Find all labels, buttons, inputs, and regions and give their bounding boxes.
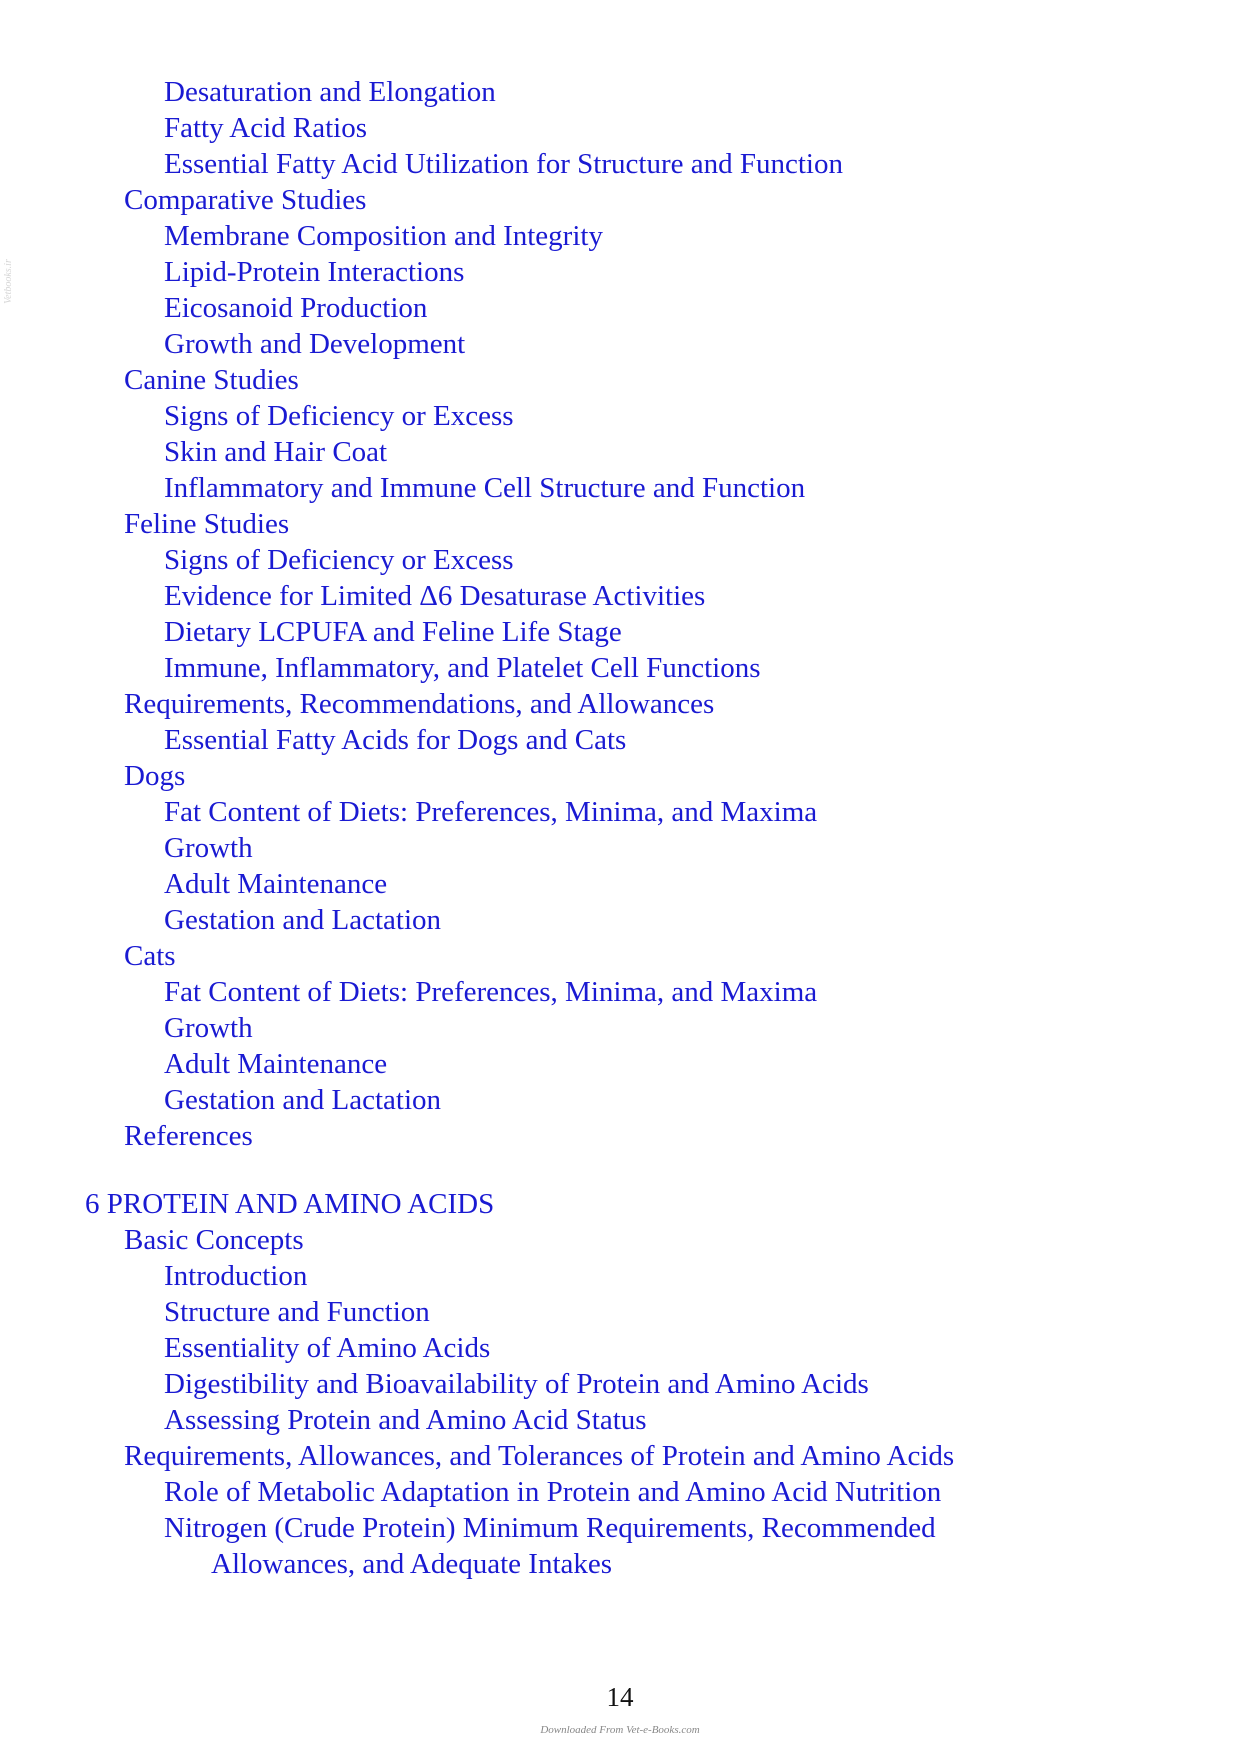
toc-entry-continuation[interactable]: Allowances, and Adequate Intakes [211, 1548, 613, 1580]
toc-entry[interactable]: Assessing Protein and Amino Acid Status [164, 1404, 647, 1436]
toc-entry[interactable]: Nitrogen (Crude Protein) Minimum Requirements, Recommended [164, 1512, 936, 1544]
toc-entry[interactable]: Essentiality of Amino Acids [164, 1332, 491, 1364]
toc-entry[interactable]: Structure and Function [164, 1296, 430, 1328]
toc-section[interactable]: Requirements, Recommendations, and Allowances [124, 688, 715, 720]
toc-section[interactable]: Cats [124, 940, 176, 972]
toc-entry[interactable]: Signs of Deficiency or Excess [164, 400, 514, 432]
toc-entry[interactable]: Fat Content of Diets: Preferences, Minima, and Maxima [164, 976, 818, 1008]
toc-section[interactable]: References [124, 1120, 253, 1152]
toc-entry[interactable]: Introduction [164, 1260, 308, 1292]
toc-entry[interactable]: Digestibility and Bioavailability of Protein and Amino Acids [164, 1368, 869, 1400]
toc-entry[interactable]: Skin and Hair Coat [164, 436, 388, 468]
footer-credit: Downloaded From Vet-e-Books.com [540, 1724, 700, 1736]
toc-entry[interactable]: Adult Maintenance [164, 868, 388, 900]
toc-entry[interactable]: Fatty Acid Ratios [164, 112, 367, 144]
toc-section[interactable]: Comparative Studies [124, 184, 367, 216]
toc-entry[interactable]: Desaturation and Elongation [164, 76, 496, 108]
toc-section[interactable]: Basic Concepts [124, 1224, 304, 1256]
toc-entry[interactable]: Growth [164, 832, 253, 864]
toc-entry[interactable]: Role of Metabolic Adaptation in Protein and Amino Acid Nutrition [164, 1476, 942, 1508]
toc-entry[interactable]: Lipid-Protein Interactions [164, 256, 465, 288]
toc-entry[interactable]: Fat Content of Diets: Preferences, Minima, and Maxima [164, 796, 818, 828]
page-number: 14 [606, 1682, 634, 1712]
toc-entry[interactable]: Gestation and Lactation [164, 1084, 442, 1116]
toc-entry[interactable]: Inflammatory and Immune Cell Structure and Function [164, 472, 806, 504]
toc-entry[interactable]: Growth and Development [164, 328, 466, 360]
toc-entry[interactable]: Gestation and Lactation [164, 904, 442, 936]
toc-entry[interactable]: Essential Fatty Acids for Dogs and Cats [164, 724, 627, 756]
toc-entry[interactable]: Eicosanoid Production [164, 292, 428, 324]
toc-entry[interactable]: Signs of Deficiency or Excess [164, 544, 514, 576]
toc-entry[interactable]: Membrane Composition and Integrity [164, 220, 603, 252]
toc-section[interactable]: Requirements, Allowances, and Tolerances of Protein and Amino Acids [124, 1440, 955, 1472]
toc-entry[interactable]: Dietary LCPUFA and Feline Life Stage [164, 616, 622, 648]
toc-section[interactable]: Dogs [124, 760, 186, 792]
toc-chapter[interactable]: 6 PROTEIN AND AMINO ACIDS [85, 1188, 495, 1220]
toc-entry[interactable]: Adult Maintenance [164, 1048, 388, 1080]
toc-section[interactable]: Feline Studies [124, 508, 290, 540]
toc-entry[interactable]: Growth [164, 1012, 253, 1044]
side-watermark: Vetbooks.ir [2, 259, 14, 304]
toc-entry[interactable]: Essential Fatty Acid Utilization for Structure and Function [164, 148, 843, 180]
toc-section[interactable]: Canine Studies [124, 364, 299, 396]
toc-entry[interactable]: Immune, Inflammatory, and Platelet Cell Functions [164, 652, 761, 684]
toc-entry[interactable]: Evidence for Limited Δ6 Desaturase Activities [164, 580, 706, 612]
